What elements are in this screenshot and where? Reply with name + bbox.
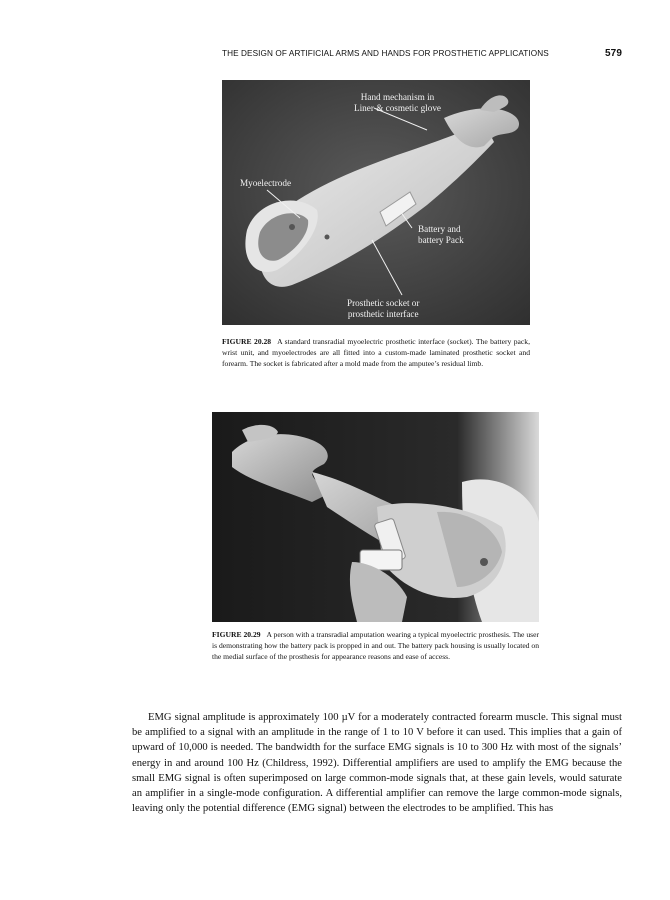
callout-socket-line1: Prosthetic socket or <box>347 298 420 308</box>
figure-20-29-label: FIGURE 20.29 <box>212 630 261 639</box>
body-paragraph <box>132 710 622 816</box>
running-title: THE DESIGN OF ARTIFICIAL ARMS AND HANDS FOR PROSTHETIC APPLICATIONS <box>222 49 549 58</box>
callout-hand-line1: Hand mechanism in <box>360 92 435 102</box>
callout-battery <box>418 224 464 246</box>
prosthetic-socket-illustration <box>222 80 530 325</box>
figure-20-28-caption <box>222 336 530 369</box>
callout-socket-line2: prosthetic interface <box>347 309 419 319</box>
figure-20-29-caption <box>212 629 539 662</box>
callout-battery-line2: battery Pack <box>418 235 464 245</box>
callout-socket <box>347 298 419 320</box>
callout-myoelectrode: Myoelectrode <box>240 178 292 188</box>
figure-20-28-label: FIGURE 20.28 <box>222 337 272 346</box>
prosthesis-battery-demo-illustration <box>212 412 539 622</box>
figure-20-29-photo <box>212 412 539 622</box>
page-number: 579 <box>605 48 622 59</box>
callout-battery-line1: Battery and <box>418 224 461 234</box>
body-paragraph-text: EMG signal amplitude is approximately 100 µV for a moderately contracted forearm muscle. This signal must be amplified to a signal with an amplitude in the range of 1 to 10 V before it can used. This implies that a gain of upward of 10,000 is needed. The bandwidth for the surface EMG signals is 10 to 300 Hz with most of the signals’ energy in and around 100 Hz (Childress, 1992). Differential amplifiers are used to amplify the EMG because the small EMG signal is often superimposed on large common-mode signals that, at these gain levels, would saturate an amplifier in a single-mode configuration. A differential amplifier can remove the large common-mode signals, leaving only the potential difference (EMG signal) between the electrodes to be amplified. This has <box>132 712 622 815</box>
figure-20-28-caption-text: A standard transradial myoelectric prosthetic interface (socket). The battery pack, wrist unit, and myoelectrodes are all fitted into a custom-made laminated prosthetic socket and forearm. The socket is fabricated after a mold made from the amputee’s residual limb. <box>222 337 530 368</box>
figure-20-29-caption-text: A person with a transradial amputation wearing a typical myoelectric prosthesis. The user is demonstrating how the battery pack is propped in and out. The battery pack housing is usually located on the medial surface of the prosthesis for appearance reasons and ease of access. <box>212 630 539 661</box>
figure-20-28-photo <box>222 80 530 325</box>
callout-hand-line2: Liner & cosmetic glove <box>354 103 441 113</box>
callout-hand-mechanism <box>354 92 441 114</box>
